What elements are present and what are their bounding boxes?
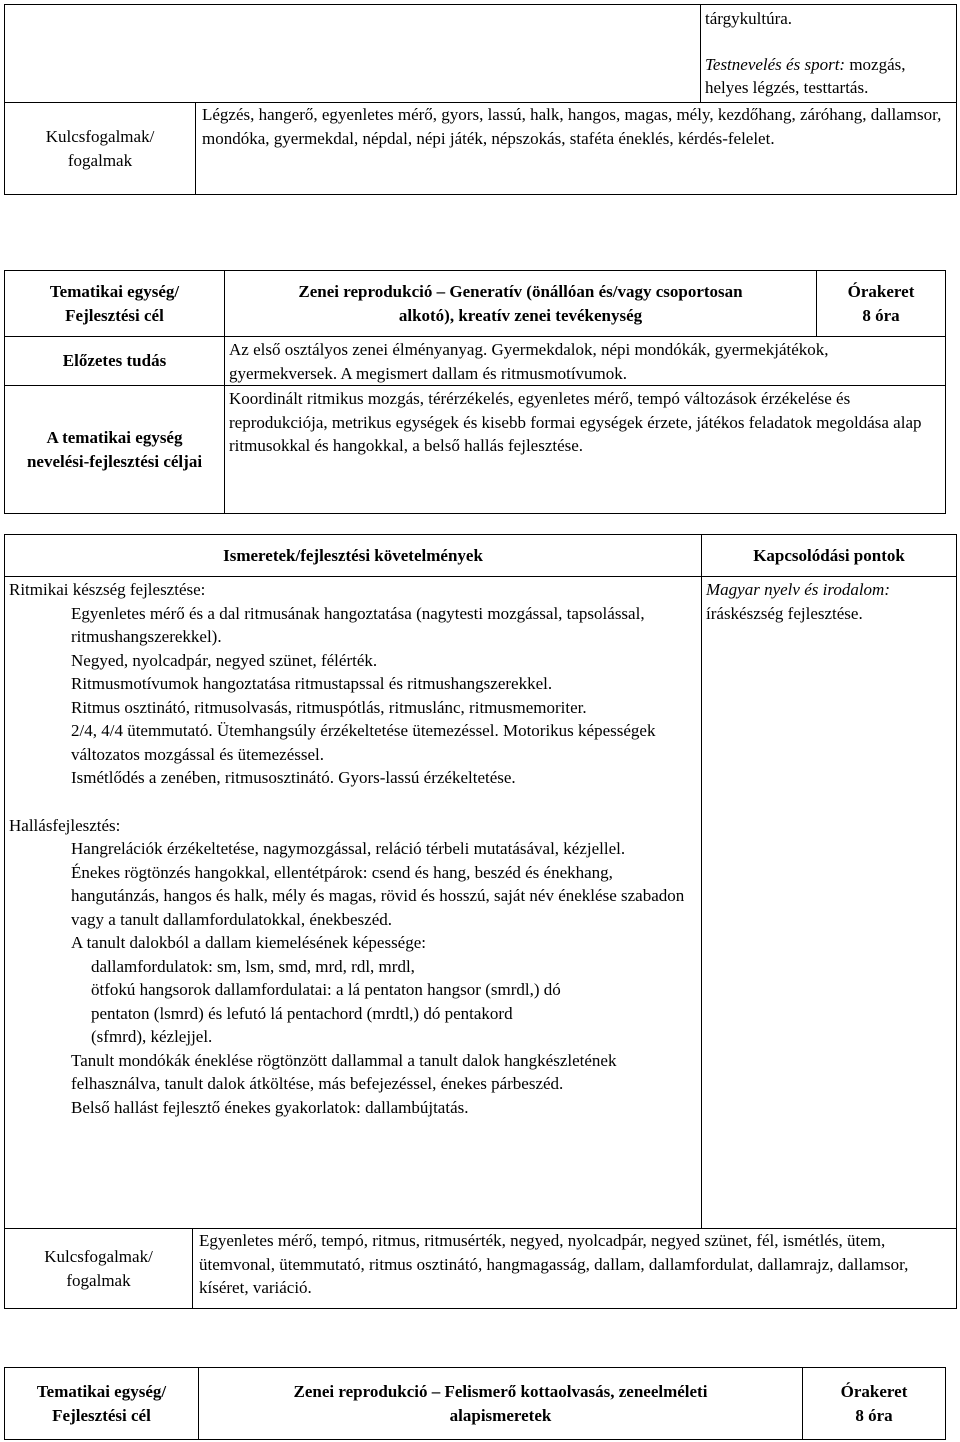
key-concepts-label-line1: Kulcsfogalmak/ (45, 127, 155, 146)
unit2-title-line1: Zenei reprodukció – Felismerő kottaolvasás, zeneelméleti (293, 1382, 708, 1401)
unit2-theme-label-line1: Tematikai egység/ (36, 1382, 167, 1401)
unit-title-line1: Zenei reprodukció – Generatív (önállóan és/vagy csoportosan (298, 282, 743, 301)
unit-theme-label-line1: Tematikai egység/ (49, 282, 180, 301)
key-concepts-label-2 (5, 1229, 193, 1309)
rhythm-section-title: Ritmikai készség fejlesztése: (9, 580, 206, 599)
development-goals-text: Koordinált ritmikus mozgás, térérzékelés, egyenletes mérő, tempó változások érzékelése és reprodukciója, metrikus egységek és kisebb formai egységek érzete, játékos feladatok megoldása alap ritmusokkal és hangokkal, a belső hallás fejlesztése. (225, 386, 946, 514)
list-item: Negyed, nyolcadpár, negyed szünet, félérték. (71, 650, 378, 670)
requirements-table (4, 534, 957, 1309)
list-item: Énekes rögtönzés hangokkal, ellentétpárok: csend és hang, beszéd és énekhang, hangutánzás, hangos és halk, mély és magas, rövid és hosszú, saját név éneklése szabadon vagy a tanult dallamfordulatokkal, énekbeszéd. (71, 862, 685, 929)
development-goals-label-line2: nevelési-fejlesztési céljai (26, 451, 203, 471)
key-concepts-label (5, 103, 196, 195)
list-item: Hangrelációk érzékeltetése, nagymozgással, reláció térbeli mutatásával, kézjellel. (71, 839, 626, 858)
unit2-theme-label-line2: Fejlesztési cél (52, 1405, 151, 1425)
unit2-hours-value: 8 óra (855, 1405, 893, 1425)
unit2-title (199, 1368, 803, 1440)
list-item: 2/4, 4/4 ütemmutató. Ütemhangsúly érzékeltetése ütemezéssel. Motorikus képességek változatos mozgással és ütemezéssel. (71, 721, 656, 764)
previous-unit-table (4, 4, 957, 195)
list-item: A tanult dalokból a dallam kiemelésének képessége: (71, 933, 426, 952)
requirements-header: Ismeretek/fejlesztési követelmények (5, 535, 702, 577)
pe-connection-text: mozgás, (845, 54, 906, 74)
key-concepts-label-2-line1: Kulcsfogalmak/ (44, 1247, 153, 1266)
unit-reading-table (4, 1367, 946, 1440)
hearing-list (9, 837, 697, 955)
key-concepts-label-2-line2: fogalmak (66, 1270, 131, 1290)
rhythm-list (9, 602, 697, 790)
unit-title-line2: alkotó), kreatív zenei tevékenység (398, 305, 643, 325)
connection-subject: Magyar nyelv és irodalom (706, 580, 885, 599)
key-concepts-text-2: Egyenletes mérő, tempó, ritmus, ritmusérték, negyed, nyolcadpár, negyed szünet, fél, ismétlés, ütem, ütemvonal, ütemmutató, ritmus osztinátó, hangmagasság, dallam, dallamfordulat, dallamrajz, dallamsor, kíséret, variáció. (193, 1229, 957, 1309)
unit2-hours-label: Órakeret (840, 1382, 908, 1401)
key-concepts-text: Légzés, hangerő, egyenletes mérő, gyors, lassú, halk, hangos, magas, mély, kezdőhang, záróhang, dallamsor, mondóka, gyermekdal, népdal, népi játék, népszokás, staféta éneklés, kérdés-felelet. (196, 103, 957, 195)
unit2-hours-cell (803, 1368, 946, 1440)
prior-knowledge-label: Előzetes tudás (5, 337, 225, 386)
sublist-item: dallamfordulatok: sm, lsm, smd, mrd, rdl, mrdl, (91, 956, 415, 976)
hours-label: Órakeret (847, 282, 915, 301)
unit-title (225, 271, 817, 337)
list-item: Ritmusmotívumok hangoztatása ritmustapssal és ritmushangszerekkel. (71, 674, 553, 693)
hearing-section-title: Hallásfejlesztés: (9, 815, 121, 835)
connection-colon: : (884, 580, 890, 599)
list-item: Egyenletes mérő és a dal ritmusának hangoztatása (nagytesti mozgással, tapsolással, ritmushangszerekkel). (71, 603, 645, 646)
list-item: Ismétlődés a zenében, ritmusosztinátó. Gyors-lassú érzékeltetése. (71, 768, 516, 787)
pe-connection (705, 53, 952, 77)
pe-connection-label: Testnevelés és sport: (705, 54, 846, 74)
list-item: Tanult mondókák éneklése rögtönzött dallammal a tanult dalok hangkészletének felhasználva, tanult dalok átköltése, más befejezéssel, énekes párbeszéd. (71, 1050, 617, 1093)
connection-points-cell (701, 5, 957, 103)
unit2-theme-label (5, 1368, 199, 1440)
pe-connection-text-2: helyes légzés, testtartás. (705, 78, 869, 97)
connections-body (702, 577, 957, 1229)
hours-value: 8 óra (862, 305, 900, 325)
unit-theme-label (5, 271, 225, 337)
connection-text: íráskészség fejlesztése. (706, 603, 863, 623)
empty-cell (5, 5, 701, 103)
list-item: Belső hallást fejlesztő énekes gyakorlatok: dallambújtatás. (71, 1097, 469, 1117)
prior-knowledge-text: Az első osztályos zenei élményanyag. Gyermekdalok, népi mondókák, gyermekjátékok, gyermekversek. A megismert dallam és ritmusmotívumok. (225, 337, 946, 386)
unit-generative-table (4, 270, 946, 514)
connections-header: Kapcsolódási pontok (702, 535, 957, 577)
key-concepts-label-line2: fogalmak (67, 150, 133, 170)
development-goals-label (5, 386, 225, 514)
connection-line: tárgykultúra. (705, 9, 793, 28)
hours-cell (817, 271, 946, 337)
requirements-body (5, 577, 702, 1229)
hearing-list-continued (9, 1049, 697, 1120)
development-goals-label-line1: A tematikai egység (46, 428, 183, 447)
unit2-title-line2: alapismeretek (449, 1405, 552, 1425)
unit-theme-label-line2: Fejlesztési cél (65, 305, 164, 325)
sublist-item: ötfokú hangsorok dallamfordulatai: a lá pentaton hangsor (smrdl,) dó pentaton (lsmrd) és lefutó lá pentachord (mrdtl,) dó pentakord (sfmrd), kézlejjel. (91, 980, 561, 1046)
list-item: Ritmus osztinátó, ritmusolvasás, ritmuspótlás, ritmuslánc, ritmusmemoriter. (71, 697, 587, 717)
hearing-sublist (9, 955, 697, 1049)
